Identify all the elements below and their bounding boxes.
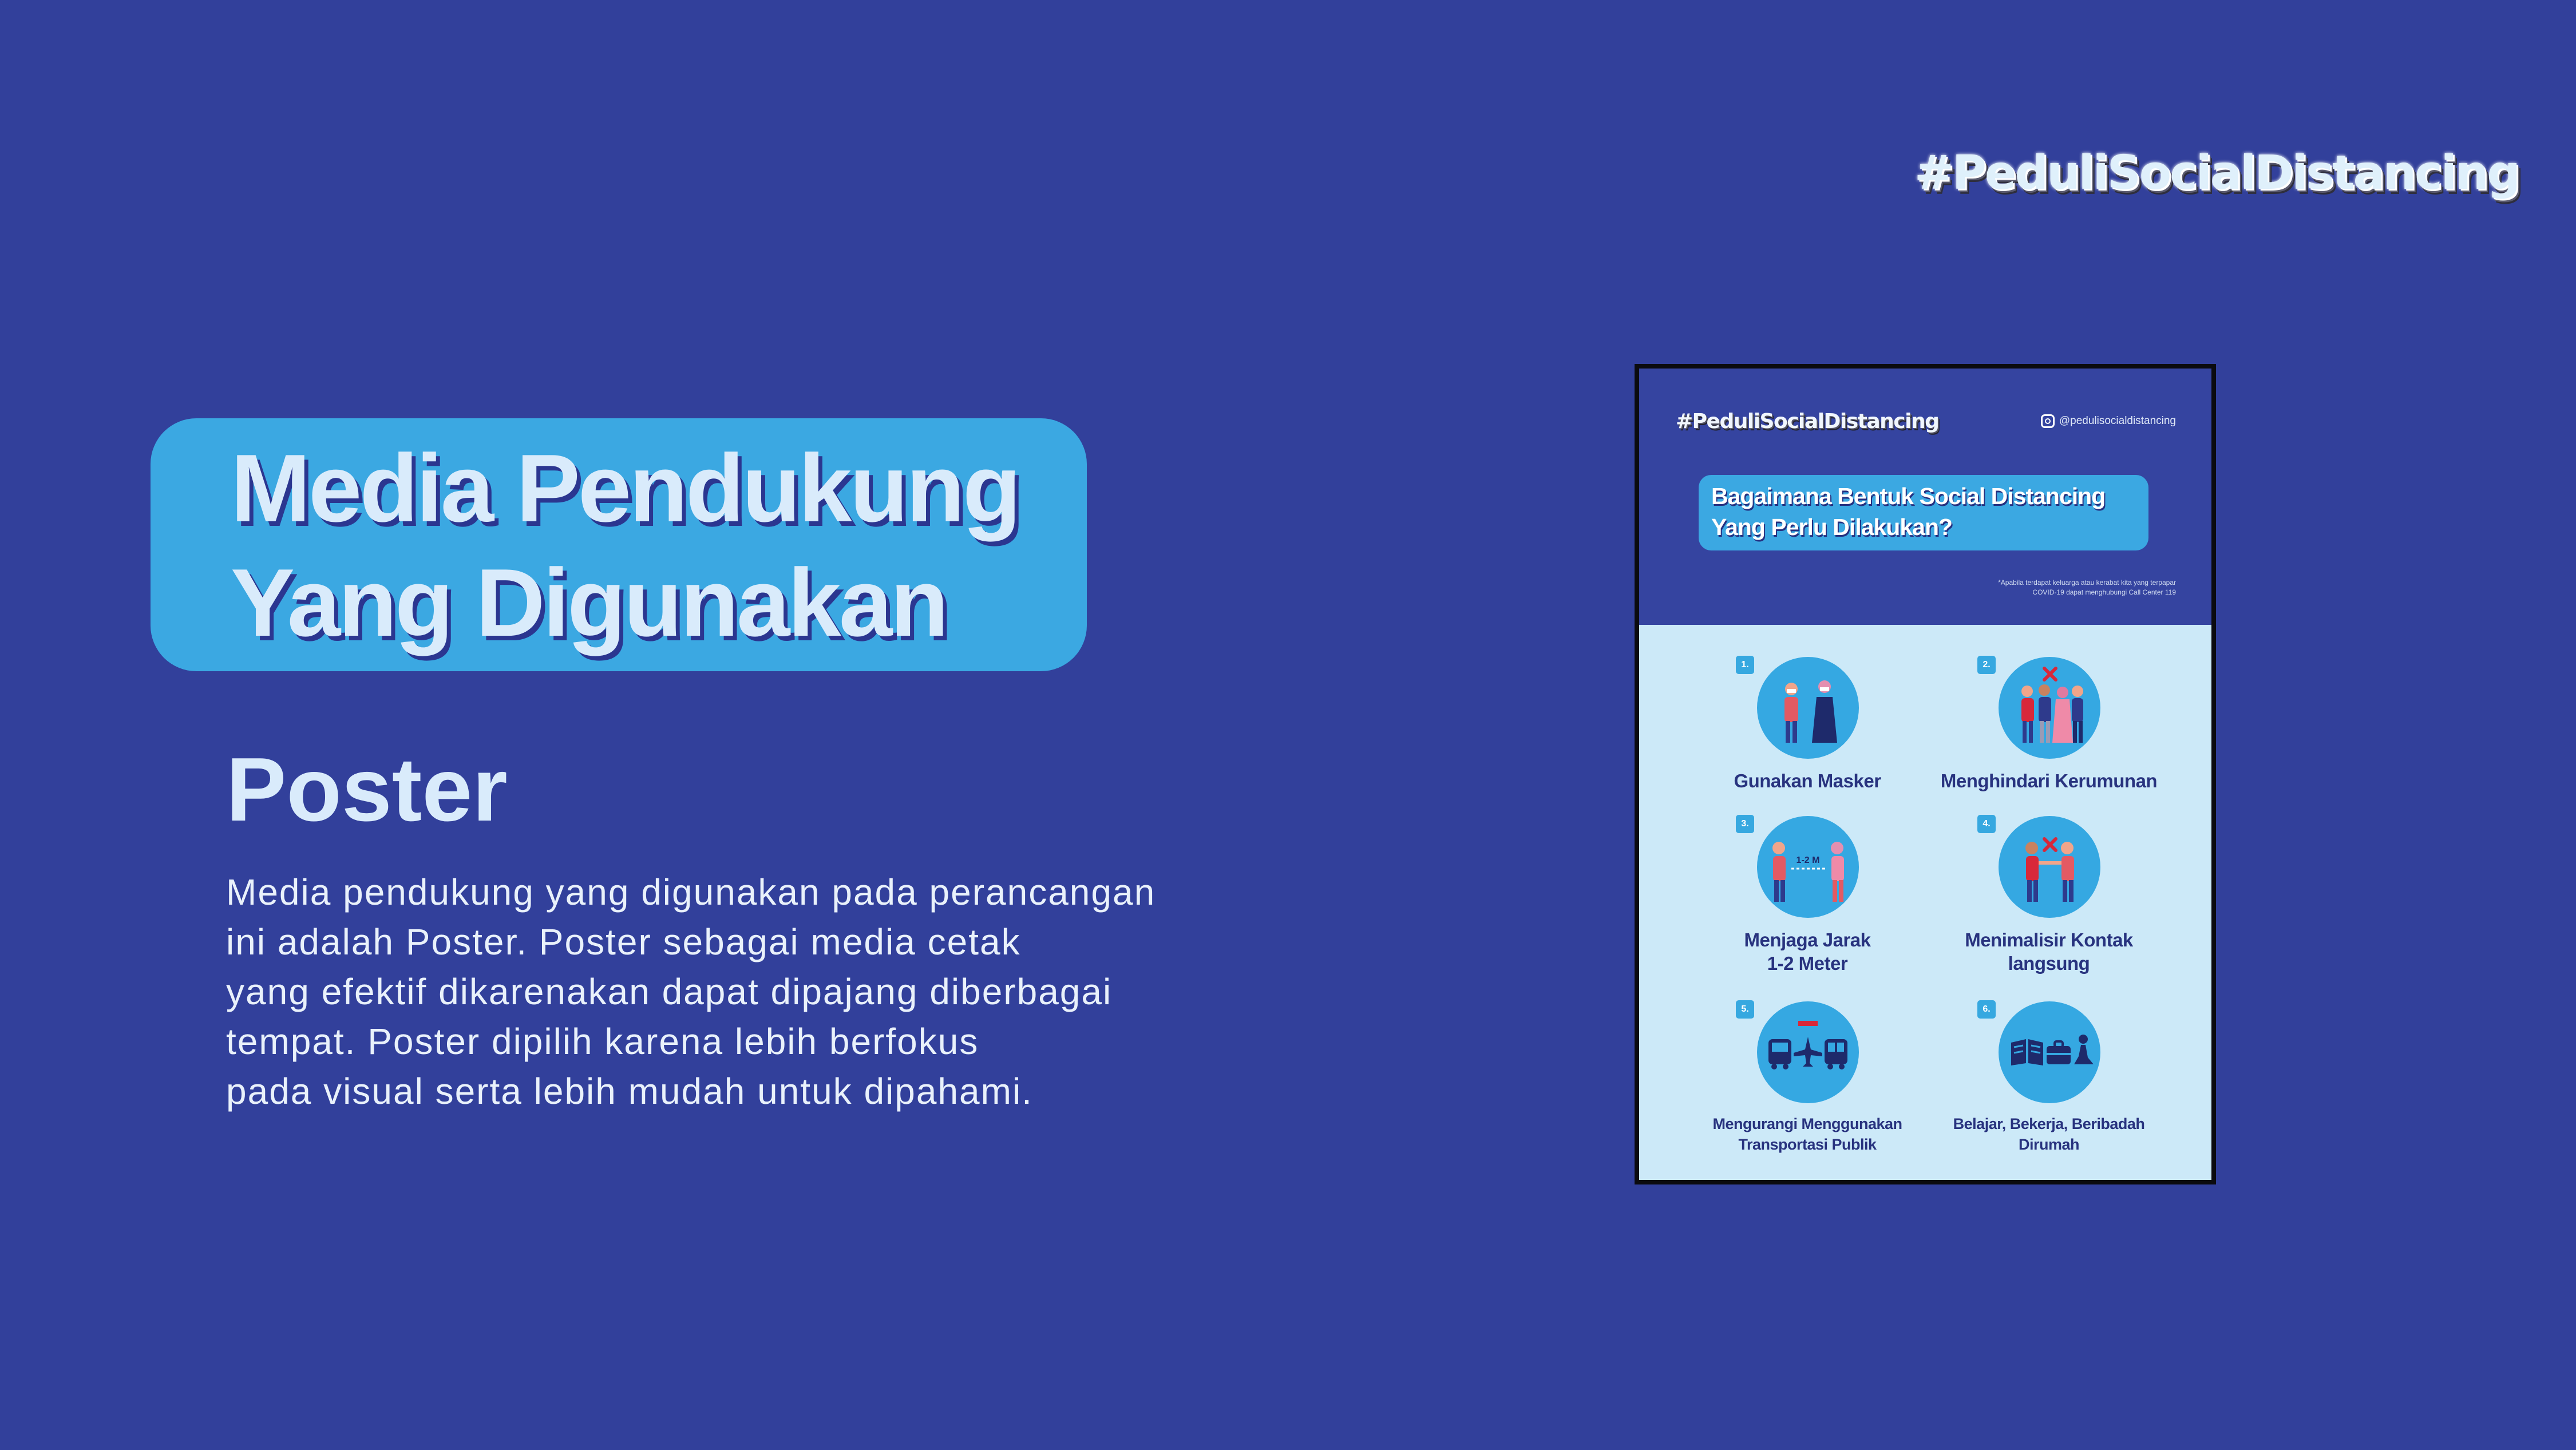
- section-heading: Poster: [226, 739, 508, 840]
- description-line: Media pendukung yang digunakan pada perancangan: [226, 871, 1156, 913]
- description-line: pada visual serta lebih mudah untuk dipahami.: [226, 1071, 1033, 1112]
- title-line-1: Media Pendukung: [231, 434, 1019, 542]
- poster-question-box: [1699, 475, 2148, 550]
- no-contact-icon: [1999, 816, 2100, 918]
- description-line: tempat. Poster dipilih karena lebih berfokus: [226, 1021, 979, 1062]
- item-number: 4.: [1977, 815, 1996, 833]
- section-description: [226, 871, 1256, 1120]
- public-transport-icon: [1757, 1001, 1859, 1103]
- poster-header: [1639, 369, 2211, 625]
- item-label: Menimalisir Kontak langsung: [1965, 929, 2133, 974]
- question-line: Yang Perlu Dilakukan?: [1711, 514, 1953, 540]
- instagram-icon: [2041, 414, 2055, 428]
- footnote-line: COVID-19 dapat menghubungi Call Center 119: [2032, 588, 2176, 596]
- item-label: Gunakan Masker: [1734, 770, 1881, 791]
- item-number: 1.: [1736, 656, 1754, 674]
- question-line: Bagaimana Bentuk Social Distancing: [1711, 483, 2106, 509]
- title-line-2: Yang Digunakan: [231, 549, 947, 656]
- item-number: 6.: [1977, 1000, 1996, 1019]
- item-number: 2.: [1977, 656, 1996, 674]
- poster-instagram: [2041, 414, 2176, 428]
- instagram-handle: @pedulisocialdistancing: [2059, 415, 2176, 427]
- footnote-line: *Apabila terdapat keluarga atau kerabat kita yang terpapar: [1998, 579, 2176, 587]
- masked-people-icon: [1757, 657, 1859, 759]
- item-number: 5.: [1736, 1000, 1754, 1019]
- item-label: Mengurangi Menggunakan Transportasi Publik: [1712, 1115, 1902, 1153]
- hashtag-heading: #PeduliSocialDistancing: [1914, 146, 2519, 200]
- poster-footnote: [1998, 578, 2176, 597]
- poster-hashtag: #PeduliSocialDistancing: [1676, 410, 1939, 433]
- crowd-icon: [1999, 657, 2100, 759]
- distance-icon: [1757, 816, 1859, 918]
- home-activities-icon: [1999, 1001, 2100, 1103]
- item-label: Menjaga Jarak 1-2 Meter: [1744, 929, 1871, 974]
- item-number: 3.: [1736, 815, 1754, 833]
- item-label: Belajar, Bekerja, Beribadah Dirumah: [1953, 1115, 2145, 1153]
- description-line: yang efektif dikarenakan dapat dipajang diberbagai: [226, 971, 1113, 1012]
- poster-image: [1635, 364, 2216, 1184]
- item-label: Menghindari Kerumunan: [1940, 770, 2158, 791]
- distance-label: 1-2 M: [1796, 855, 1820, 865]
- title-banner: [151, 418, 1087, 671]
- description-line: ini adalah Poster. Poster sebagai media cetak: [226, 921, 1021, 962]
